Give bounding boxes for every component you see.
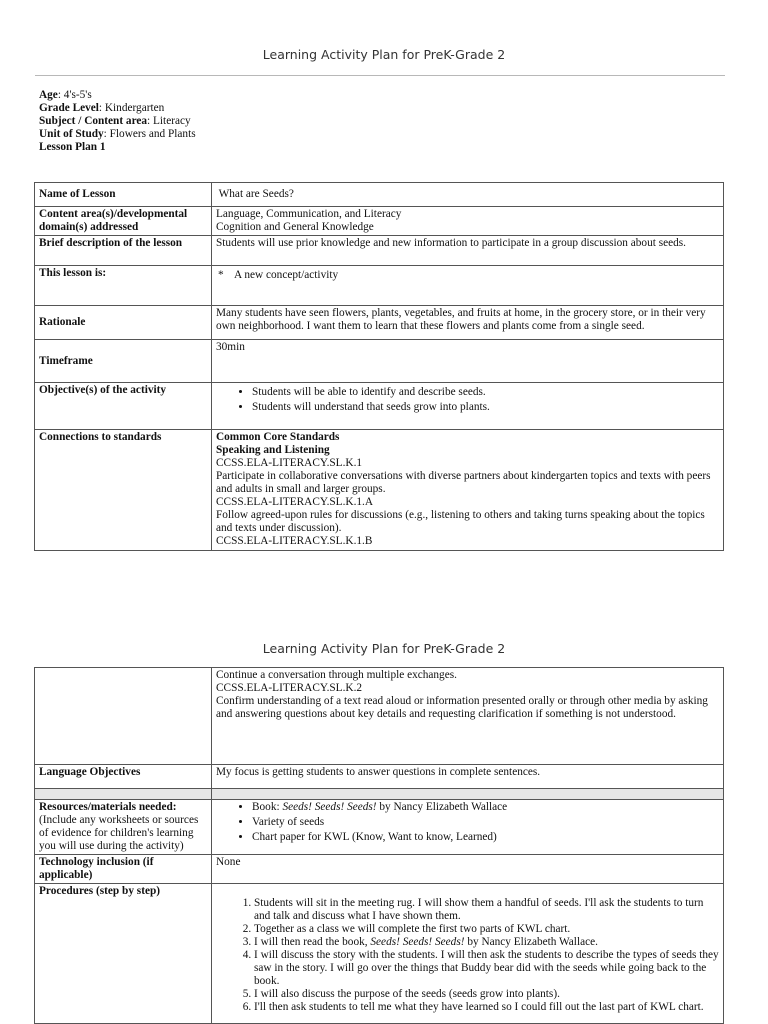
procedure-step: 3. I will then read the book, Seeds! Seeds! Seeds! by Nancy Elizabeth Wallace. [254,936,719,949]
row-value-lesson-is: * A new concept/activity [212,266,724,306]
table-row [35,207,724,236]
row-label-rationale: Rationale [35,306,212,340]
row-label-objectives: Objective(s) of the activity [35,383,212,430]
table-row [35,800,724,855]
procedure-step: 1. Students will sit in the meeting rug. I will show them a handful of seeds. I'll ask the students to turn and talk and discuss what I have shown them. [254,897,719,923]
lesson-table-page1 [34,182,724,551]
table-row [35,183,724,207]
row-value-resources [212,800,724,855]
row-label-resources: Resources/materials needed: (Include any worksheets or sources of evidence for children's learning you will use during the activity) [35,800,212,855]
objective-item: • Students will be able to identify and describe seeds. [252,386,719,399]
row-label-technology: Technology inclusion (if applicable) [35,855,212,884]
row-value-brief: Students will use prior knowledge and new information to participate in a group discussion about seeds. [212,236,724,266]
lesson-table-page2 [34,667,724,1024]
row-label-timeframe: Timeframe [35,340,212,383]
row-label-language-objectives: Language Objectives [35,765,212,789]
table-row [35,383,724,430]
table-row [35,266,724,306]
row-value-name: What are Seeds? [212,183,724,207]
row-value-rationale: Many students have seen flowers, plants, vegetables, and fruits at home, in the grocery store, or in their very own neighborhood. I want them to learn that these flowers and plants come from a single seed. [212,306,724,340]
row-value-procedures [212,884,724,1024]
table-row [35,765,724,789]
row-label-continued [35,668,212,765]
row-label-standards: Connections to standards [35,430,212,551]
row-label-procedures: Procedures (step by step) [35,884,212,1024]
row-value-technology: None [212,855,724,884]
row-value-standards: Common Core Standards Speaking and Listening CCSS.ELA-LITERACY.SL.K.1 Participate in collaborative conversations with diverse partners about kindergarten topics and texts with peers and adults in small and larger groups. CCSS.ELA-LITERACY.SL.K.1.A Follow agreed-upon rules for discussions (e.g., listening to others and taking turns speaking about the topics and texts under discussion). CCSS.ELA-LITERACY.SL.K.1.B [212,430,724,551]
row-value-timeframe: 30min [212,340,724,383]
meta-grade: Grade Level: Kindergarten [39,102,165,114]
procedure-step: 5. I will also discuss the purpose of the seeds (seeds grow into plants). [254,988,719,1001]
procedure-step: 4. I will discuss the story with the students. I will then ask the students to describe the types of seeds they saw in the story. I will go over the things that Buddy bear did with the seeds while going back to the book. [254,949,719,988]
table-row [35,236,724,266]
meta-lesson-plan: Lesson Plan 1 [39,141,106,153]
header-divider [35,75,725,76]
row-label-name: Name of Lesson [35,183,212,207]
procedure-step: 2. Together as a class we will complete the first two parts of KWL chart. [254,923,719,936]
row-value-content-area: Language, Communication, and Literacy Cognition and General Knowledge [212,207,724,236]
resource-item: • Book: Seeds! Seeds! Seeds! by Nancy Elizabeth Wallace [252,801,719,814]
meta-unit: Unit of Study: Flowers and Plants [39,128,196,140]
procedure-step: 6. I'll then ask students to tell me what they have learned so I could fill out the last part of KWL chart. [254,1001,719,1014]
objective-item: • Students will understand that seeds grow into plants. [252,401,719,414]
table-row [35,340,724,383]
row-label-lesson-is: This lesson is: [35,266,212,306]
page-header: Learning Activity Plan for PreK-Grade 2 [262,47,506,62]
resource-item: • Variety of seeds [252,816,719,829]
row-label-content-area: Content area(s)/developmental domain(s) addressed [35,207,212,236]
meta-subject: Subject / Content area: Literacy [39,115,191,127]
meta-age: Age: 4's-5's [39,89,92,101]
star-bullet-icon: * [218,269,224,281]
row-value-language-objectives: My focus is getting students to answer questions in complete sentences. [212,765,724,789]
page-header: Learning Activity Plan for PreK-Grade 2 [262,641,506,656]
row-value-objectives [212,383,724,430]
table-row [35,855,724,884]
table-row-spacer [35,789,724,800]
lesson-meta [39,89,196,154]
table-row [35,668,724,765]
table-row [35,306,724,340]
row-value-continued-standards: Continue a conversation through multiple exchanges. CCSS.ELA-LITERACY.SL.K.2 Confirm understanding of a text read aloud or information presented orally or through other media by asking and answering questions about key details and requesting clarification if something is not understood. [212,668,724,765]
resource-item: • Chart paper for KWL (Know, Want to know, Learned) [252,831,719,844]
table-row [35,884,724,1024]
row-label-brief: Brief description of the lesson [35,236,212,266]
table-row [35,430,724,551]
